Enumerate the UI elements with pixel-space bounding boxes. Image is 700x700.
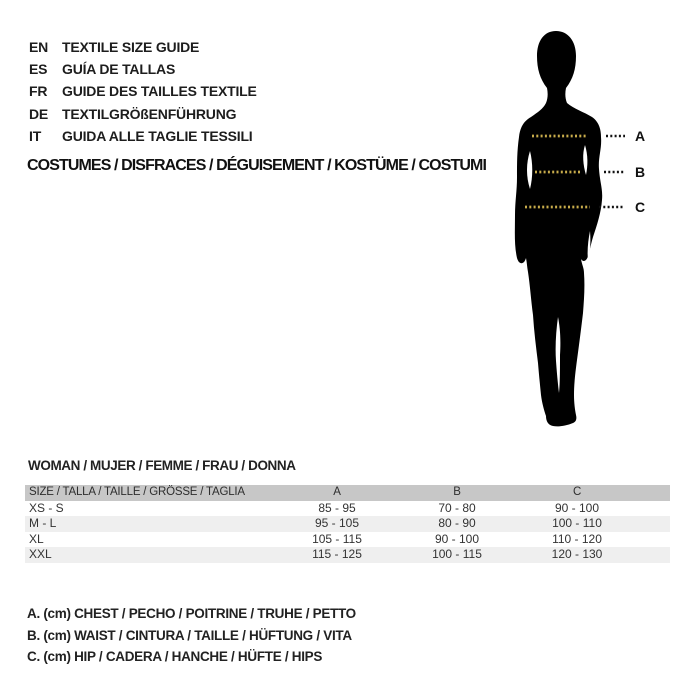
header-cell-spacer [637,485,670,501]
note-chest: A. (cm) CHEST / PECHO / POITRINE / TRUHE / PETTO [27,606,356,621]
note-hip: C. (cm) HIP / CADERA / HANCHE / HÜFTE / HIPS [27,649,323,665]
table-subtitle: WOMAN / MUJER / FEMME / FRAU / DONNA [28,458,296,473]
cell-size: M - L [25,516,277,532]
cell-a: 105 - 115 [312,531,362,546]
cell-a: 115 - 125 [277,547,397,563]
cell-c: 120 - 130 [517,547,637,563]
language-label: TEXTILE SIZE GUIDE [62,39,200,56]
cell-c: 90 - 100 [554,500,600,515]
measure-label-a: A [634,128,646,144]
language-row-fr [29,80,257,102]
language-label: TEXTILGRÖßENFÜHRUNG [62,105,237,122]
language-label: GUIDA ALLE TAGLIE TESSILI [62,127,253,144]
table-row-xl [25,532,670,548]
language-row-de [29,103,257,125]
language-code: EN [29,39,49,56]
cell-a: 95 - 105 [277,516,397,532]
cell-size: XS - S [29,500,64,515]
cell-spacer [637,547,670,563]
header-cell-c: C [517,485,637,501]
language-label: GUIDE DES TAILLES TEXTILE [62,83,257,100]
header-cell-b: B [397,485,517,501]
cell-spacer [637,532,670,548]
cell-c: 100 - 110 [517,516,637,532]
cell-c: 110 - 120 [552,531,602,546]
cell-b: 90 - 100 [434,531,480,546]
language-row-en [29,36,257,58]
language-list [29,36,257,147]
table-row-xxl [25,547,670,563]
language-code: ES [29,61,48,78]
language-code: IT [29,127,42,144]
cell-size: XL [29,531,44,546]
measure-label-b: B [634,164,646,180]
language-row-es [29,58,257,80]
language-row-it [29,125,257,147]
page-title: COSTUMES / DISFRACES / DÉGUISEMENT / KOSTÜME / COSTUMI [27,157,486,174]
header-cell-a: A [277,485,397,501]
language-code: DE [29,105,49,122]
cell-spacer [637,501,670,517]
size-table-header-row [25,485,670,501]
note-waist: B. (cm) WAIST / CINTURA / TAILLE / HÜFTUNG / VITA [27,627,352,643]
size-table [25,485,670,563]
cell-b: 100 - 115 [397,547,517,563]
cell-b: 70 - 80 [438,500,476,515]
cell-size: XXL [25,547,277,563]
table-row-xs-s [25,501,670,517]
cell-a: 85 - 95 [318,500,356,515]
language-label: GUÍA DE TALLAS [62,61,176,78]
woman-silhouette-figure [480,25,700,455]
cell-b: 80 - 90 [397,516,517,532]
measure-label-c: C [634,199,646,215]
measurement-notes [27,603,356,668]
header-cell-size: SIZE / TALLA / TAILLE / GRÖSSE / TAGLIA [25,485,277,501]
table-row-m-l [25,516,670,532]
cell-spacer [637,516,670,532]
language-code: FR [29,83,48,100]
